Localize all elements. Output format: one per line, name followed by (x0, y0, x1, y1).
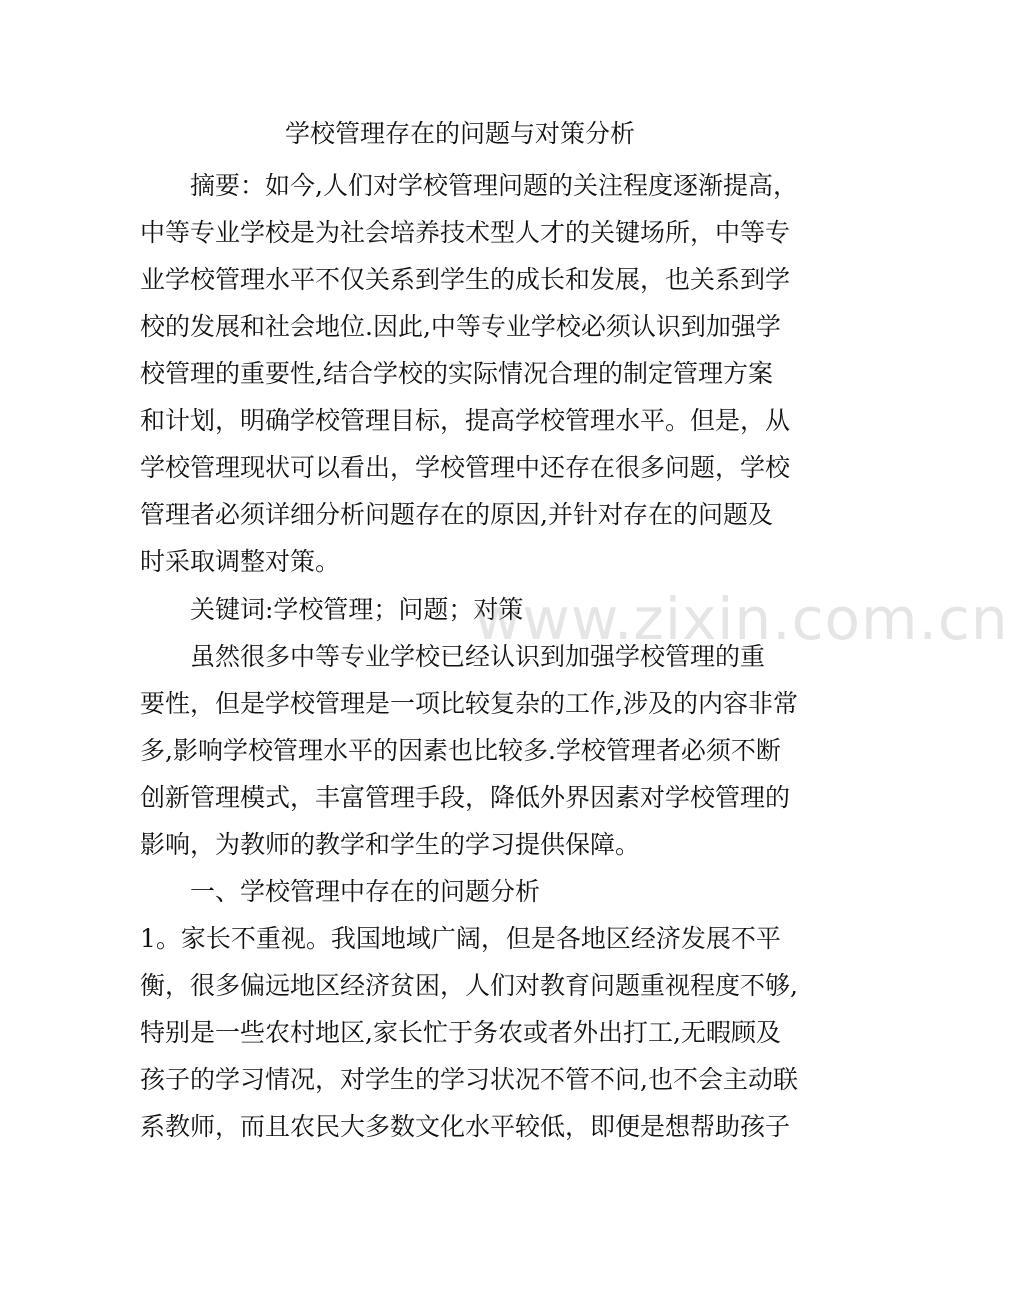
abstract-line-5: 校管理的重要性,结合学校的实际情况合理的制定管理方案 (140, 359, 773, 388)
document-title: 学校管理存在的问题与对策分析 (284, 119, 635, 148)
abstract-line-9: 时采取调整对策。 (140, 547, 341, 576)
abstract-line-6: 和计划，明确学校管理目标，提高学校管理水平。但是，从 (140, 406, 791, 435)
section-line-1: 1。家长不重视。我国地域广阔，但是各地区经济发展不平 (140, 924, 781, 953)
section-heading: 一、学校管理中存在的问题分析 (190, 877, 541, 906)
abstract-line-1: 摘要：如今,人们对学校管理问题的关注程度逐渐提高， (190, 171, 798, 200)
watermark: www.zixin.com.cn (474, 585, 1009, 653)
section-line-3: 特别是一些农村地区,家长忙于务农或者外出打工,无暇顾及 (140, 1018, 781, 1047)
abstract-line-2: 中等专业学校是为社会培养技术型人才的关键场所，中等专 (140, 218, 791, 247)
section-line-5: 系教师，而且农民大多数文化水平较低，即便是想帮助孩子 (140, 1112, 791, 1141)
intro-line-4: 创新管理模式，丰富管理手段，降低外界因素对学校管理的 (140, 783, 791, 812)
intro-line-1: 虽然很多中等专业学校已经认识到加强学校管理的重 (190, 642, 766, 671)
section-line-2: 衡，很多偏远地区经济贫困，人们对教育问题重视程度不够, (140, 971, 798, 1000)
intro-line-3: 多,影响学校管理水平的因素也比较多.学校管理者必须不断 (140, 736, 781, 765)
intro-line-5: 影响，为教师的教学和学生的学习提供保障。 (140, 830, 641, 859)
intro-line-2: 要性，但是学校管理是一项比较复杂的工作,涉及的内容非常 (140, 689, 798, 718)
abstract-line-7: 学校管理现状可以看出，学校管理中还存在很多问题，学校 (140, 453, 791, 482)
abstract-line-4: 校的发展和社会地位.因此,中等专业学校必须认识到加强学 (140, 312, 781, 341)
abstract-line-8: 管理者必须详细分析问题存在的原因,并针对存在的问题及 (140, 500, 773, 529)
section-line-4: 孩子的学习情况，对学生的学习状况不管不问,也不会主动联 (140, 1065, 798, 1094)
keywords-line: 关键词:学校管理；问题；对策 (190, 595, 524, 624)
abstract-line-3: 业学校管理水平不仅关系到学生的成长和发展，也关系到学 (140, 265, 791, 294)
